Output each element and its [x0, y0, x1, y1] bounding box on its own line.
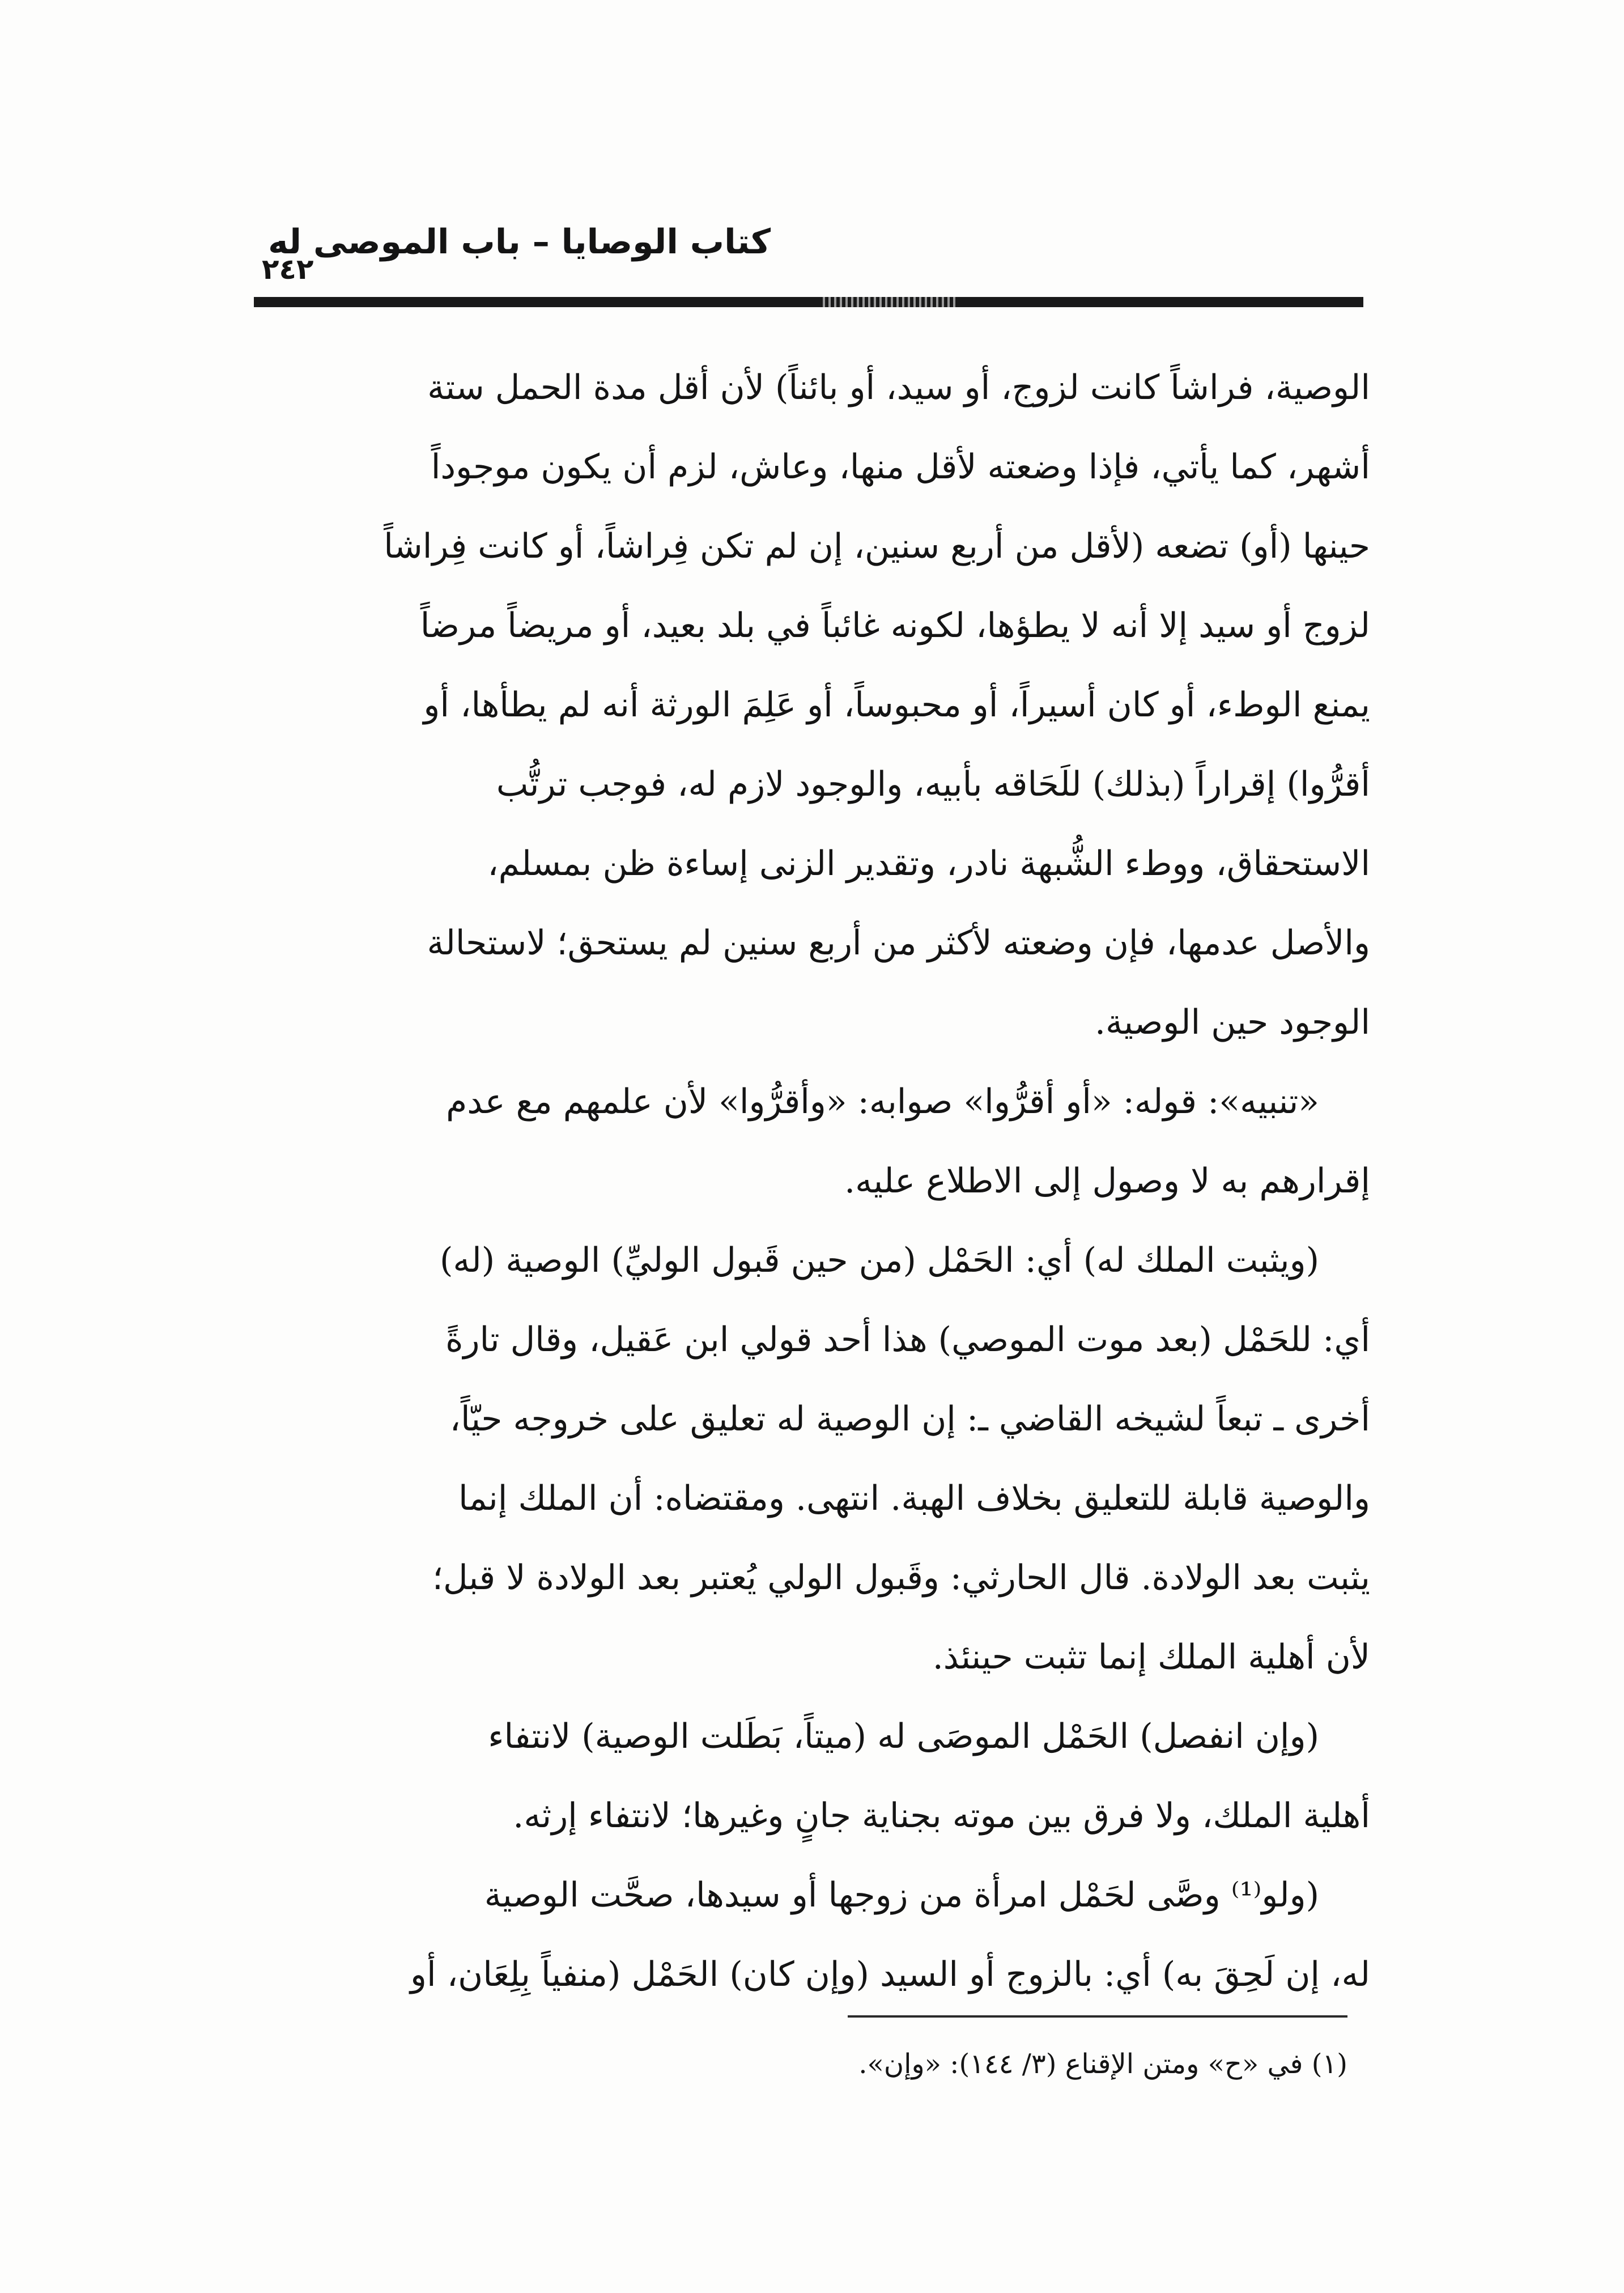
- text-line: أخرى ـ تبعاً لشيخه القاضي ـ: إن الوصية له تعليق على خروجه حيّاً،: [449, 1399, 1370, 1439]
- text-line: أي: للحَمْل (بعد موت الموصي) هذا أحد قولي ابن عَقيل، وقال تارةً: [445, 1320, 1370, 1360]
- text-line: والأصل عدمها، فإن وضعته لأكثر من أربع سنين لم يستحق؛ لاستحالة: [427, 923, 1370, 963]
- text-line: والوصية قابلة للتعليق بخلاف الهبة. انتهى. ومقتضاه: أن الملك إنما: [458, 1479, 1370, 1518]
- text-line: أشهر، كما يأتي، فإذا وضعته لأقل منها، وعاش، لزم أن يكون موجوداً: [431, 447, 1370, 487]
- text-line: لأن أهلية الملك إنما تثبت حينئذ.: [932, 1637, 1370, 1677]
- text-line: الاستحقاق، ووطء الشُّبهة نادر، وتقدير الزنى إساءة ظن بمسلم،: [487, 844, 1370, 884]
- footnote: (١) في «ح» ومتن الإقناع (٣/ ١٤٤): «وإن».: [858, 2048, 1347, 2080]
- text-line: حينها (أو) تضعه (لأقل من أربع سنين، إن لم تكن فِراشاً، أو كانت فِراشاً: [384, 526, 1370, 566]
- text-line: (وإن انفصل) الحَمْل الموصَى له (ميتاً، بَطَلت الوصية) لانتفاء: [488, 1717, 1319, 1756]
- text-line: (ويثبت الملك له) أي: الحَمْل (من حين قَبول الوليِّ) الوصية (له): [439, 1241, 1319, 1280]
- text-line: إقرارهم به لا وصول إلى الاطلاع عليه.: [844, 1161, 1370, 1201]
- text-line: لزوج أو سيد إلا أنه لا يطؤها، لكونه غائباً في بلد بعيد، أو مريضاً مرضاً: [420, 606, 1370, 646]
- body-text: [255, 348, 1370, 2014]
- text-line: الوجود حين الوصية.: [1094, 1003, 1370, 1042]
- text-line: (ولو⁽¹⁾ وصَّى لحَمْل امرأة من زوجها أو سيدها، صحَّت الوصية: [484, 1875, 1319, 1915]
- running-header-title: كتاب الوصايا – باب الموصى له: [268, 222, 771, 262]
- header-rule: [254, 297, 1363, 307]
- text-line: الوصية، فراشاً كانت لزوج، أو سيد، أو بائناً) لأن أقل مدة الحمل ستة: [427, 368, 1370, 407]
- text-line: يمنع الوطء، أو كان أسيراً، أو محبوساً، أو عَلِمَ الورثة أنه لم يطأها، أو: [423, 685, 1370, 725]
- header-rule-texture: [819, 297, 955, 307]
- footnote-separator: [848, 2015, 1347, 2018]
- text-line: يثبت بعد الولادة. قال الحارثي: وقَبول الولي يُعتبر بعد الولادة لا قبل؛: [432, 1558, 1370, 1598]
- text-line: أهلية الملك، ولا فرق بين موته بجناية جانٍ وغيرها؛ لانتفاء إرثه.: [513, 1796, 1370, 1836]
- page-number: ٢٤٢: [262, 253, 314, 286]
- text-line: أقرُّوا) إقراراً (بذلك) للَحَاقه بأبيه، والوجود لازم له، فوجب ترتُّب: [496, 765, 1370, 804]
- text-line: له، إن لَحِقَ به) أي: بالزوج أو السيد (وإن كان) الحَمْل (منفياً بِلِعَان، أو: [410, 1955, 1370, 1994]
- text-line: «تنبيه»: قوله: «أو أقرُّوا» صوابه: «وأقرُّوا» لأن علمهم مع عدم: [446, 1082, 1319, 1122]
